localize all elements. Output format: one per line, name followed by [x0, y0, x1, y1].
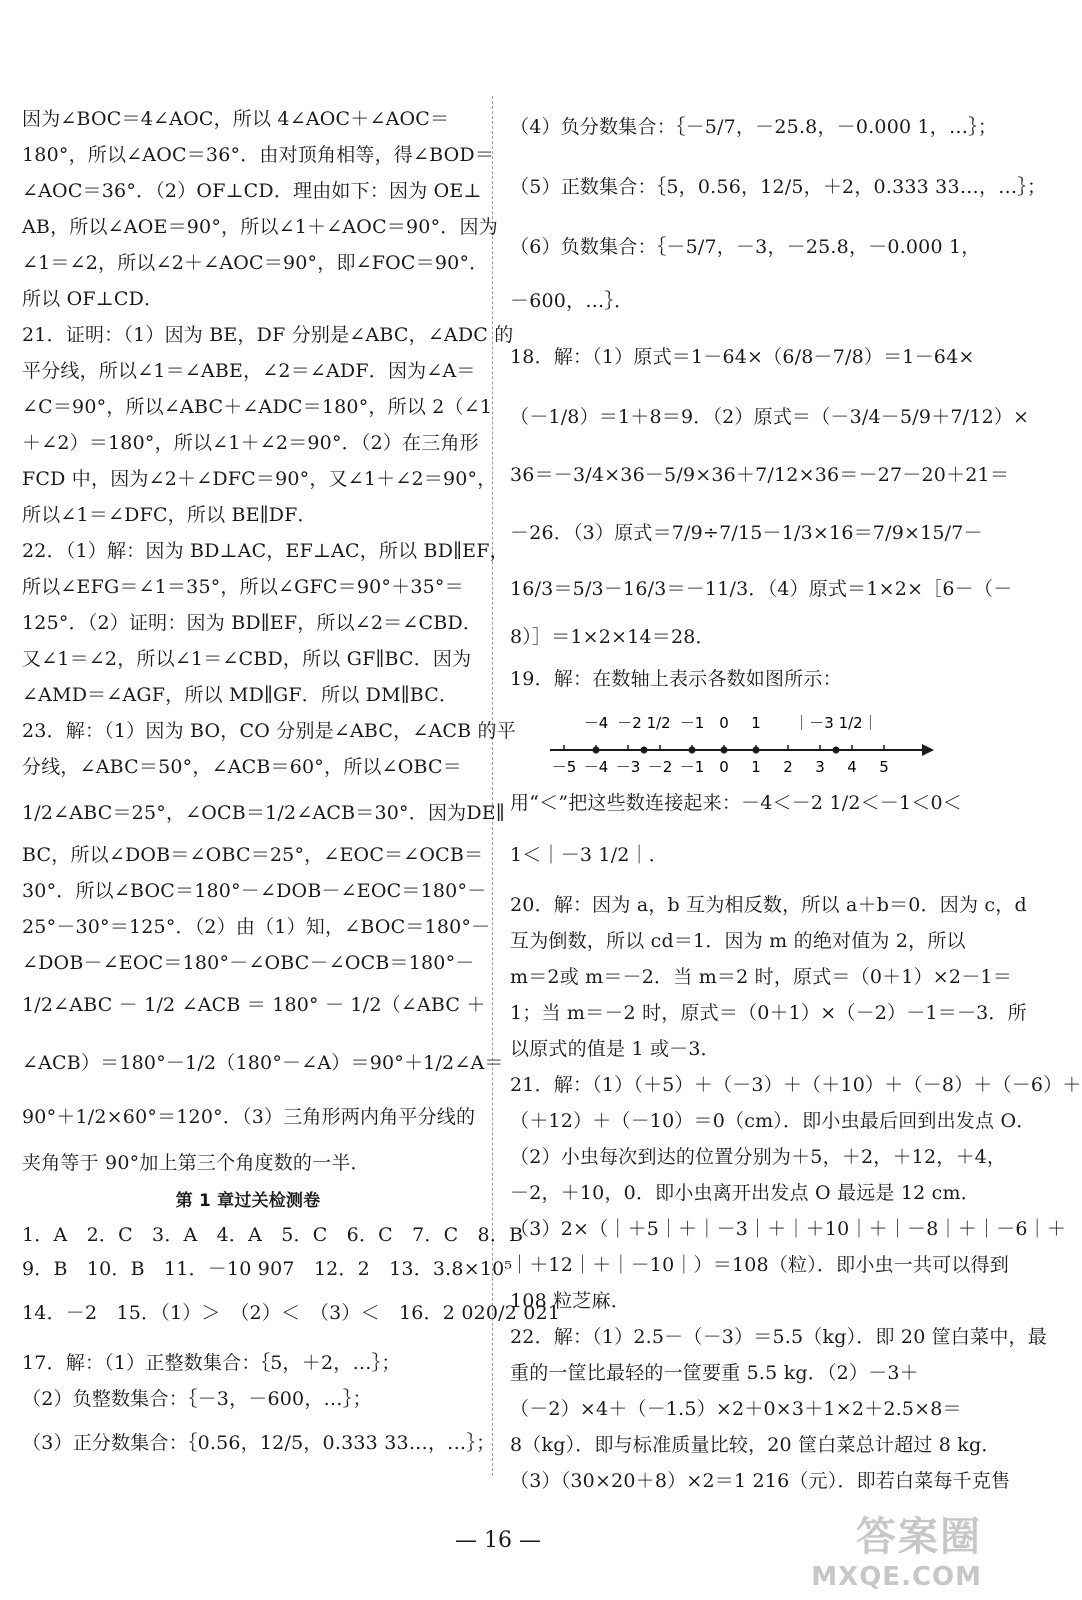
text-line: m＝2或 m＝－2．当 m＝2 时，原式＝（0＋1）×2－1＝: [510, 966, 1012, 988]
text-line: 23．解：（1）因为 BO，CO 分别是∠ABC，∠ACB 的平: [22, 720, 516, 742]
text-line: （3）2×（｜＋5｜＋｜－3｜＋｜＋10｜＋｜－8｜＋｜－6｜＋: [510, 1218, 1067, 1240]
text-line: 1/2∠ABC － 1/2 ∠ACB ＝ 180° － 1/2（∠ABC ＋: [22, 994, 486, 1016]
text-line: FCD 中，因为∠2＋∠DFC＝90°，又∠1＋∠2＝90°，: [22, 468, 497, 490]
tick-label: －4: [583, 758, 609, 776]
text-line: （－2）×4＋（－1.5）×2＋0×3＋1×2＋2.5×8＝: [510, 1398, 962, 1420]
section-title: 第 1 章过关检测卷: [175, 1191, 321, 1211]
text-line: ∠ACB）＝180°－1/2（180°－∠A）＝90°＋1/2∠A＝: [22, 1052, 504, 1074]
text-line: 重的一筐比最轻的一筐要重 5.5 kg．（2）－3＋: [510, 1362, 919, 1384]
number-point: [689, 747, 696, 754]
point-label: 1: [751, 714, 761, 732]
text-line: ＋∠2）＝180°，所以∠1＋∠2＝90°．（2）在三角形: [22, 432, 479, 454]
number-point: [593, 747, 600, 754]
number-line-diagram: [550, 708, 940, 778]
point-label: －4: [583, 714, 609, 732]
point-label: －1: [679, 714, 705, 732]
text-line: 因为∠BOC＝4∠AOC，所以 4∠AOC＋∠AOC＝: [22, 108, 450, 130]
answer-line: 9．B 10．B 11．－10 907 12．2 13．3.8×10⁵: [22, 1258, 513, 1280]
text-line: （6）负数集合：｛－5/7，－3，－25.8，－0.000 1，: [510, 236, 981, 258]
tick-label: －2: [647, 758, 673, 776]
tick-label: 5: [879, 758, 889, 776]
tick-label: 3: [815, 758, 825, 776]
text-line: 21．解：（1）（＋5）＋（－3）＋（＋10）＋（－8）＋（－6）＋: [510, 1074, 1082, 1096]
text-line: 8）］＝1×2×14＝28．: [510, 626, 715, 648]
number-point: [833, 747, 840, 754]
tick-label: －1: [679, 758, 705, 776]
text-line: ∠DOB－∠EOC＝180°－∠OBC－∠OCB＝180°－: [22, 952, 475, 974]
number-point: [641, 747, 648, 754]
text-line: 1；当 m＝－2 时，原式＝（0＋1）×（－2）－1＝－3．所: [510, 1002, 1027, 1024]
text-line: 19．解：在数轴上表示各数如图所示：: [510, 668, 842, 690]
text-line: BC，所以∠DOB＝∠OBC＝25°，∠EOC＝∠OCB＝: [22, 844, 484, 866]
text-line: 22．（1）解：因为 BD⊥AC，EF⊥AC，所以 BD∥EF，: [22, 540, 509, 562]
text-line: ∠1＝∠2，所以∠2＋∠AOC＝90°，即∠FOC＝90°．: [22, 252, 489, 274]
text-line: （4）负分数集合：｛－5/7，－25.8，－0.000 1，…｝；: [510, 116, 998, 138]
text-line: （－1/8）＝1＋8＝9．（2）原式＝（－3/4－5/9＋7/12）×: [510, 406, 1030, 428]
tick-label: 1: [751, 758, 761, 776]
tick-label: －3: [615, 758, 641, 776]
text-line: （2）负整数集合：｛－3，－600，…｝；: [22, 1388, 372, 1410]
point-label: 0: [719, 714, 729, 732]
text-line: （3）（30×20＋8）×2＝1 216（元）．即若白菜每千克售: [510, 1470, 1011, 1492]
answer-line: 14．－2 15．（1）＞ （2）＜ （3）＜ 16．2 020/2 021: [22, 1302, 561, 1324]
watermark-logo: 答案圈 MXQE.COM: [811, 1514, 982, 1592]
text-line: （5）正数集合：｛5，0.56，12/5，＋2，0.333 33…，…｝；: [510, 176, 1047, 198]
text-line: －2，＋10，0．即小虫离开出发点 O 最远是 12 cm．: [510, 1182, 980, 1204]
text-line: 108 粒芝麻．: [510, 1290, 630, 1312]
tick-label: 4: [847, 758, 857, 776]
text-line: 夹角等于 90°加上第三个角度数的一半．: [22, 1152, 370, 1174]
point-label: ｜－3 1/2｜: [794, 714, 878, 732]
text-line: 所以 OF⊥CD．: [22, 288, 164, 310]
text-line: 125°．（2）证明：因为 BD∥EF，所以∠2＝∠CBD．: [22, 612, 483, 634]
text-line: 180°，所以∠AOC＝36°．由对顶角相等，得∠BOD＝: [22, 144, 495, 166]
text-line: 所以∠1＝∠DFC，所以 BE∥DF．: [22, 504, 317, 526]
number-point: [721, 747, 728, 754]
text-line: 21．证明：（1）因为 BE，DF 分别是∠ABC，∠ADC 的: [22, 324, 514, 346]
text-line: ∠C＝90°，所以∠ABC＋∠ADC＝180°，所以 2（∠1: [22, 396, 493, 418]
text-line: 25°－30°＝125°．（2）由（1）知，∠BOC＝180°－: [22, 916, 491, 938]
text-line: ｜＋12｜＋｜－10｜）＝108（粒）．即小虫一共可以得到: [510, 1254, 1009, 1276]
text-line: 18．解：（1）原式＝1－64×（6/8－7/8）＝1－64×: [510, 346, 975, 368]
page-number: — 16 —: [455, 1528, 541, 1553]
text-line: 90°＋1/2×60°＝120°．（3）三角形两内角平分线的: [22, 1106, 476, 1128]
text-line: 22．解：（1）2.5－（－3）＝5.5（kg）．即 20 筐白菜中，最: [510, 1326, 1047, 1348]
text-line: －600，…｝．: [510, 290, 634, 312]
text-line: 17．解：（1）正整数集合：｛5，＋2，…｝；: [22, 1352, 401, 1374]
text-line: （3）正分数集合：｛0.56，12/5，0.333 33…，…｝；: [22, 1432, 496, 1454]
tick-label: －5: [551, 758, 577, 776]
text-line: （2）小虫每次到达的位置分别为＋5，＋2，＋12，＋4，: [510, 1146, 1007, 1168]
text-line: 1＜｜－3 1/2｜．: [510, 844, 668, 866]
text-line: 20．解：因为 a，b 互为相反数，所以 a＋b＝0．因为 c，d: [510, 894, 1027, 916]
number-line-arrow: [922, 744, 934, 756]
text-line: 平分线，所以∠1＝∠ABE，∠2＝∠ADF．因为∠A＝: [22, 360, 476, 382]
point-label: －2 1/2: [617, 714, 671, 732]
number-point: [753, 747, 760, 754]
text-line: 所以∠EFG＝∠1＝35°，所以∠GFC＝90°＋35°＝: [22, 576, 464, 598]
text-line: 36＝－3/4×36－5/9×36＋7/12×36＝－27－20＋21＝: [510, 464, 1010, 486]
text-line: 30°．所以∠BOC＝180°－∠DOB－∠EOC＝180°－: [22, 880, 487, 902]
text-line: ∠AMD＝∠AGF，所以 MD∥GF．所以 DM∥BC．: [22, 684, 459, 706]
text-line: －26．（3）原式＝7/9÷7/15－1/3×16＝7/9×15/7－: [510, 522, 983, 544]
text-line: 互为倒数，所以 cd＝1．因为 m 的绝对值为 2，所以: [510, 930, 966, 952]
text-line: 分线，∠ABC＝50°，∠ACB＝60°，所以∠OBC＝: [22, 756, 462, 778]
text-line: ∠AOC＝36°．（2）OF⊥CD．理由如下：因为 OE⊥: [22, 180, 482, 202]
tick-label: 0: [719, 758, 729, 776]
text-line: 1/2∠ABC＝25°，∠OCB＝1/2∠ACB＝30°．因为DE∥: [22, 802, 505, 824]
text-line: 用“＜”把这些数连接起来：－4＜－2 1/2＜－1＜0＜: [510, 792, 962, 814]
tick-label: 2: [783, 758, 793, 776]
text-line: 又∠1＝∠2，所以∠1＝∠CBD，所以 GF∥BC．因为: [22, 648, 472, 670]
text-line: 8（kg）．即与标准质量比较，20 筐白菜总计超过 8 kg．: [510, 1434, 1001, 1456]
text-line: 以原式的值是 1 或－3．: [510, 1038, 720, 1060]
text-line: AB，所以∠AOE＝90°，所以∠1＋∠AOC＝90°．因为: [22, 216, 498, 238]
answer-line: 1．A 2．C 3．A 4．A 5．C 6．C 7．C 8．B: [22, 1224, 524, 1246]
text-line: 16/3＝5/3－16/3＝－11/3．（4）原式＝1×2×［6－（－: [510, 578, 1013, 600]
text-line: （＋12）＋（－10）＝0（cm）．即小虫最后回到出发点 O．: [510, 1110, 1036, 1132]
